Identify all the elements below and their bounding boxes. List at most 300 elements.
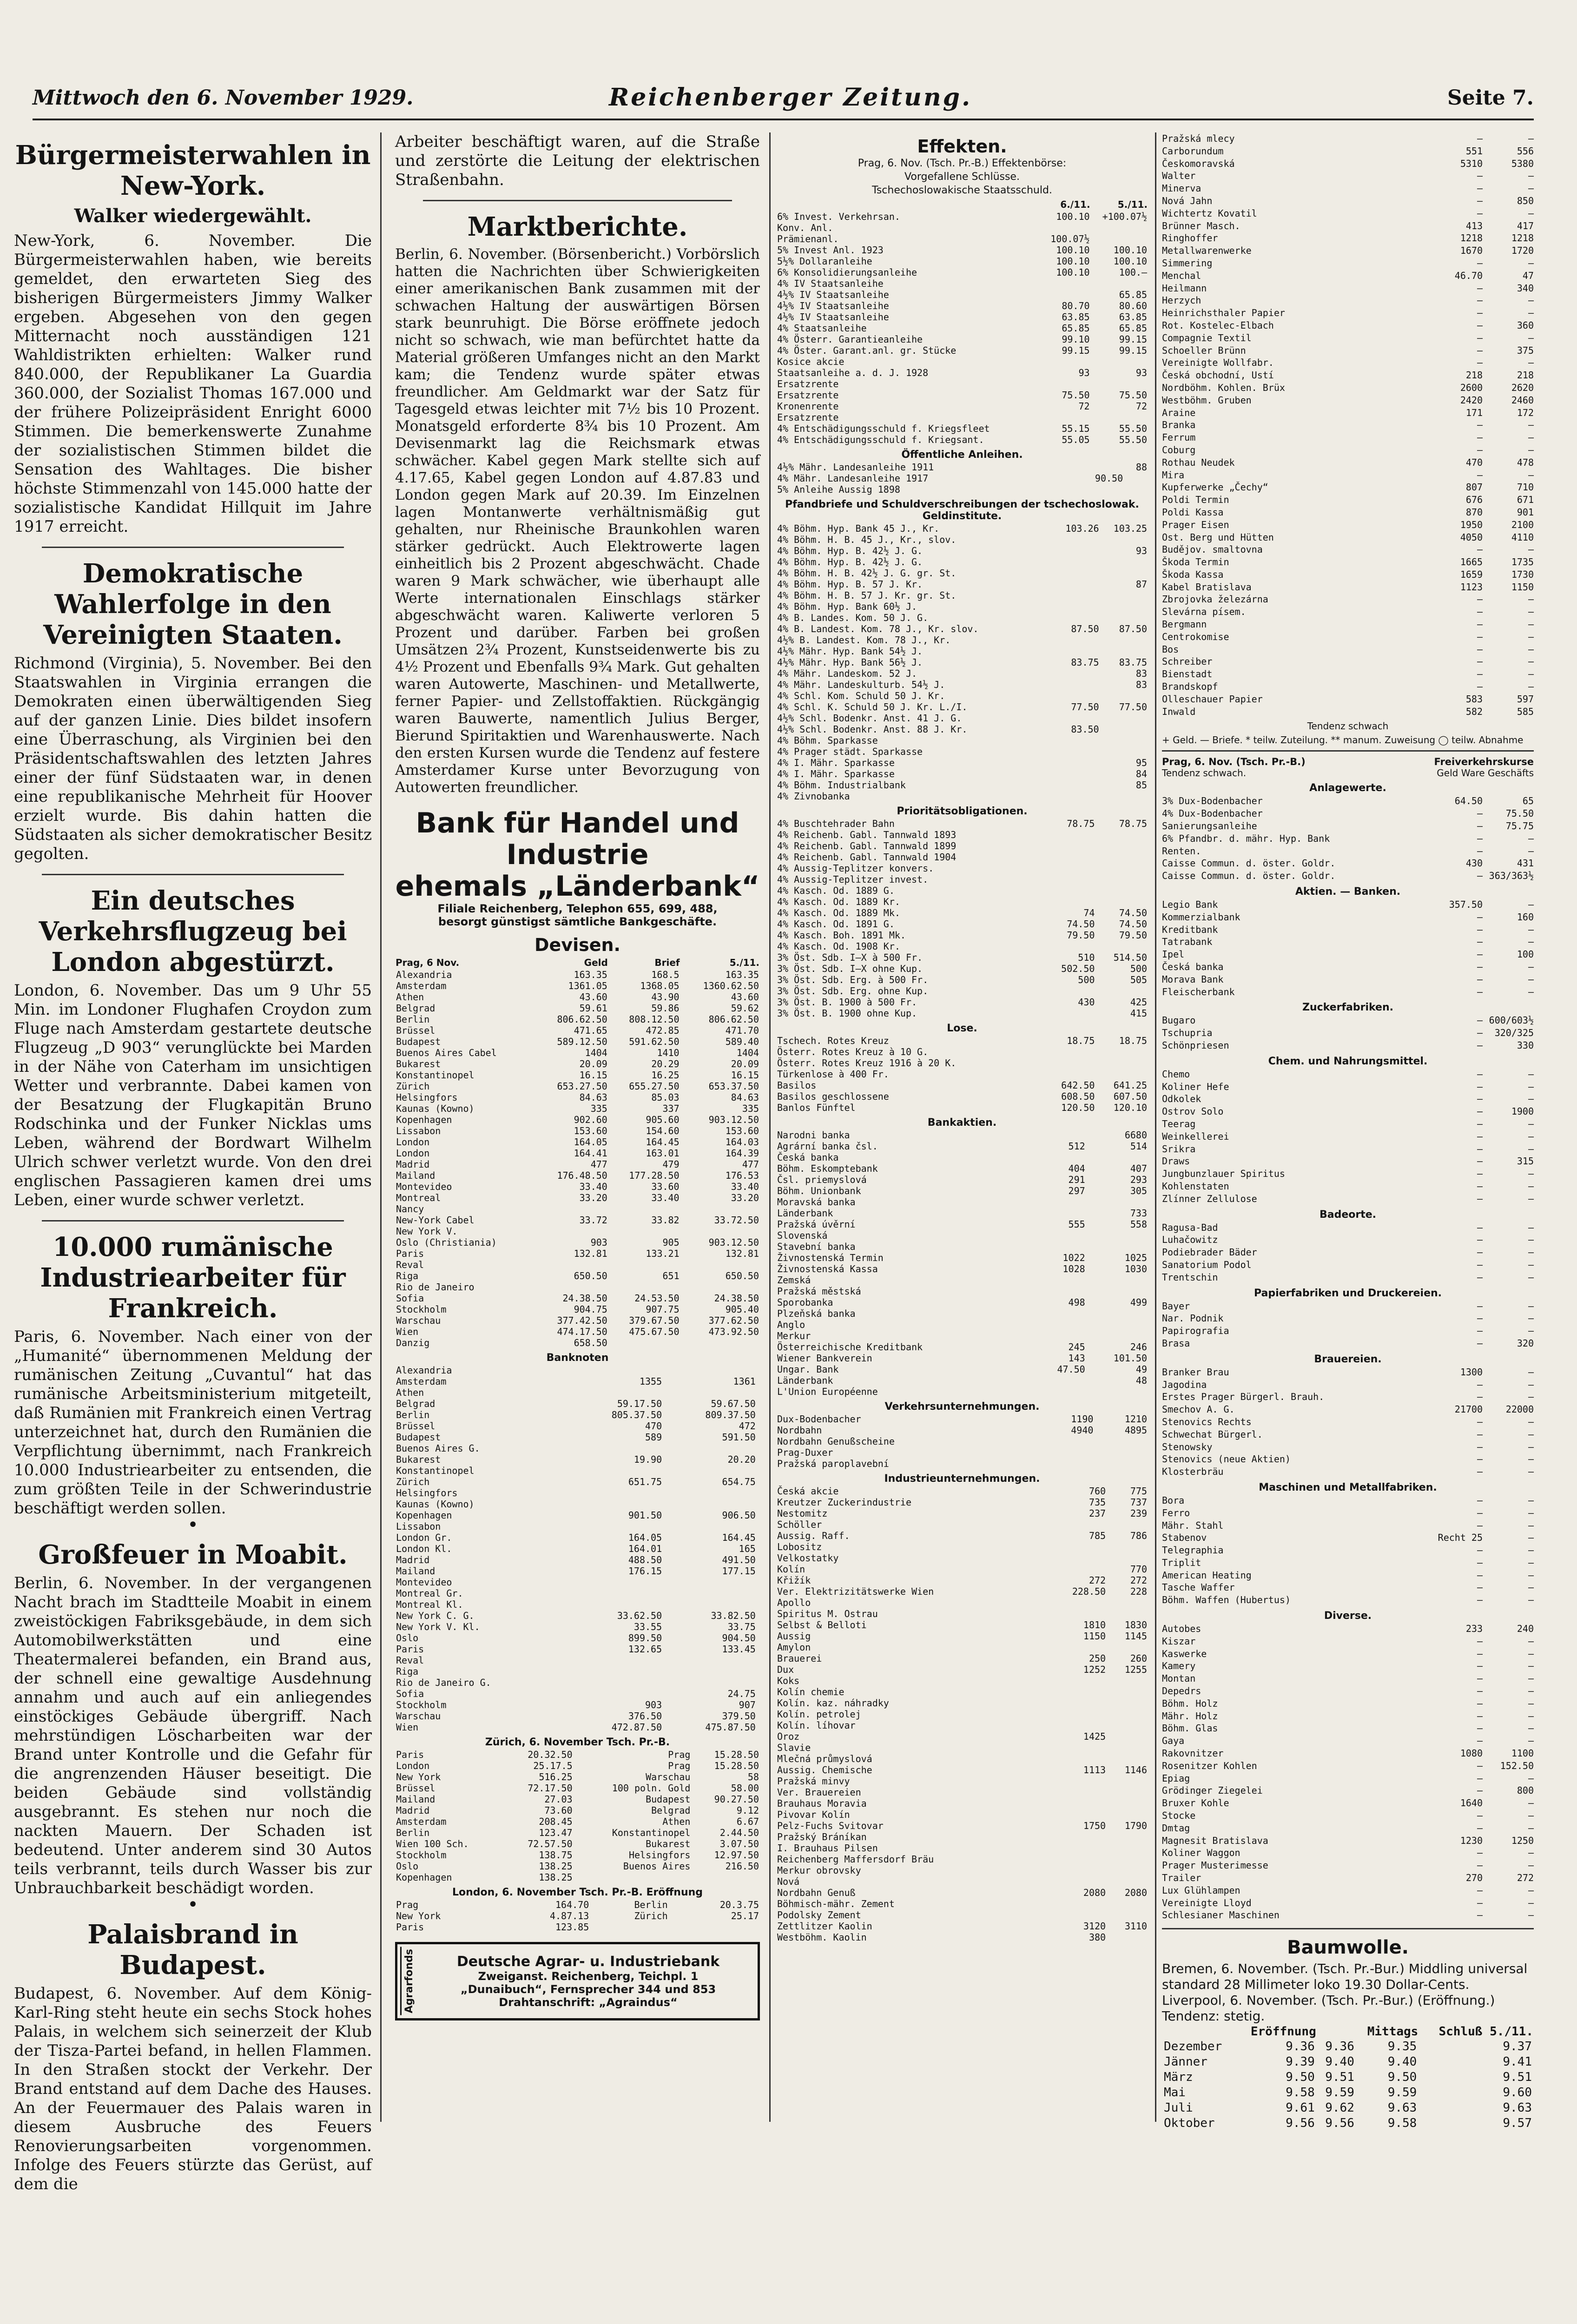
row-label: Simmering [1162,257,1213,269]
list-item [1162,382,1534,394]
quote-value [1069,484,1124,495]
quote-value [1046,1854,1107,1865]
quote-values [1429,1093,1534,1105]
quote-value [757,1644,760,1655]
list-item [1162,431,1534,444]
quote-value: 1100 [1511,1748,1534,1759]
row-label: Luhačowitz [1162,1234,1218,1246]
quote-value: 85.03 [651,1092,680,1103]
row-label: Pražský Bráníkan [777,1831,867,1842]
table-row [395,1577,760,1588]
row-label: Prager Musterimesse [1162,1860,1268,1871]
quote-value: 904.50 [722,1632,756,1644]
quote-value: 24.38.50 [714,1293,759,1304]
quote-value: — [1477,1441,1483,1452]
row-label: Nordbahn Genußscheine [777,1436,895,1447]
table-row [776,1458,1148,1469]
list-item [1162,948,1534,961]
quote-value: — [1477,1860,1483,1871]
row-label: Slevárna písem. [1162,606,1246,618]
quote-value: 380 [1089,1932,1106,1943]
row-label: 6% Pfandbr. d. mähr. Hyp. Bank [1162,832,1330,844]
row-label: Sanatorium Podol [1162,1259,1252,1270]
row-label: Nestomitz [777,1508,828,1519]
list-item [1162,369,1534,382]
list-item [1162,1494,1534,1507]
row-label: Alexandria [396,969,452,980]
quote-value: 72.57.50 [528,1838,573,1849]
quote-value [663,1577,757,1588]
quote-values [1429,506,1534,519]
quote-value: 177.28.50 [629,1170,680,1181]
quote-value [757,1588,760,1599]
row-label: Heilmann [1162,282,1207,294]
row-label: Böhm. Waffen (Hubertus) [1162,1594,1291,1606]
quote-value [569,1465,663,1476]
quote-values [1429,1193,1534,1205]
quote-value: 163.01 [646,1148,680,1159]
quote-values [1429,1660,1534,1672]
quote-value [757,1376,760,1387]
quote-value: 84.63 [579,1092,607,1103]
quote-values [1429,1822,1534,1835]
row-label: Nordböhm. Kohlen. Brüx [1162,382,1285,393]
row-label: Nar. Podnik [1162,1313,1224,1324]
quote-value [608,1203,680,1215]
table-row [776,1541,1148,1552]
row-label: Stenovics (neue Aktien) [1162,1453,1291,1465]
quote-values [1429,382,1534,394]
table-row [776,1854,1148,1865]
row-label: Jungbunzlauer Spiritus [1162,1168,1285,1180]
quote-value: 33.72.50 [714,1215,759,1226]
quote-value: 4050 [1460,531,1483,543]
row-label: Českomoravská [1162,158,1235,169]
quote-value: 75.75 [1505,820,1534,832]
list-item [1162,593,1534,606]
list-item [1162,294,1534,307]
table-row [776,267,1148,278]
quote-value: — [1477,911,1483,923]
list-item [1162,1909,1534,1921]
section-heading: Zuckerfabriken. [1302,1002,1393,1014]
quote-value [1040,378,1091,390]
quote-value: 93 [1135,545,1147,556]
quote-value: — [1477,961,1483,973]
row-label: Pražská paroplavební [777,1458,889,1469]
row-label: Jänner [1164,2055,1207,2069]
quote-value: — [1477,845,1483,857]
quote-value: 430 [1078,997,1095,1008]
quote-value: 502.50 [1061,963,1095,974]
quote-value: 101.50 [1113,1353,1147,1364]
quote-value: 472.85 [646,1025,680,1036]
table-row [776,1876,1148,1887]
row-label: 6% Konsolidierungsanleihe [777,267,917,278]
quote-value [1052,668,1100,679]
quote-value [757,1710,760,1722]
table-row [776,345,1148,356]
quote-value: 293 [1130,1174,1147,1185]
quote-value: 1735 [1511,556,1534,568]
table-header-cell: 6./11. [1060,199,1090,210]
quote-value: 785 [1089,1530,1106,1541]
row-label: Konstantinopel [396,1465,475,1476]
quote-value: — [1528,619,1534,630]
table-row [776,1631,1148,1642]
row-label: Telegraphia [1162,1545,1224,1556]
quote-value: 176.15 [628,1565,662,1577]
row-label: Kreutzer Zuckerindustrie [777,1497,911,1508]
quote-value [608,1337,680,1348]
quote-value: 1790 [1124,1820,1147,1831]
table-row [395,1203,760,1215]
quote-value: — [1477,1453,1483,1465]
table-row [776,1642,1148,1653]
quote-value: 2460 [1511,394,1534,406]
row-label: 4½% Schl. Bodenkr. Anst. 41 J. G. [777,713,962,724]
list-item [1162,170,1534,182]
row-label: Kolín chemie [777,1686,845,1697]
quote-value [1086,1230,1148,1241]
table-row [776,874,1148,885]
quote-value [1046,1608,1107,1619]
row-label: 4% Aussig-Teplitzer invest. [777,874,929,885]
cotton-bremen: Bremen, 6. November. (Tsch. Pr.-Bur.) Middling universal standard 28 Millimeter loko 19.30 Dollar-Cents. [1162,1961,1528,1993]
quote-value: 138.75 [539,1849,573,1861]
quote-value: — [1477,195,1483,206]
quote-value: 472.87.50 [611,1722,662,1733]
quote-value: — [1528,1772,1534,1784]
table-row [776,1241,1148,1252]
quote-value: 133.21 [646,1248,680,1259]
quote-value: 80.60 [1119,300,1147,311]
quote-value: 43.90 [651,991,680,1003]
quote-value: — [1528,1822,1534,1834]
table-row [776,334,1148,345]
quote-value: — [1477,1068,1483,1080]
quote-value: 809.37.50 [705,1409,756,1420]
table-row [776,1932,1148,1943]
quote-value: 488.50 [628,1554,662,1565]
share-list [1162,898,1534,998]
quote-value: — [1477,1847,1483,1859]
row-label: Riga [396,1666,419,1677]
row-label: Sporobanka [777,1297,833,1308]
row-label: Berlin [396,1827,430,1838]
quote-value [1094,1447,1148,1458]
quote-value: — [1528,1884,1534,1896]
table-row [395,1003,760,1014]
table-row [776,1008,1148,1019]
quote-values [1429,1366,1534,1379]
quote-value: 363/363½ [1489,870,1534,882]
table-row [776,211,1148,222]
quote-value: — [1528,924,1534,935]
quote-value [1034,1319,1086,1330]
quote-value [757,1487,760,1499]
quote-value: 79.50 [1067,930,1095,941]
quote-value: — [1477,1093,1483,1105]
quote-value [1107,1731,1148,1742]
table-row [776,1686,1148,1697]
quote-value: 905.40 [725,1304,759,1315]
table-header-cell: Brief [654,957,680,968]
quote-value: 1150 [1083,1631,1106,1642]
quote-value: 425 [1130,997,1147,1008]
quote-value: — [1528,1466,1534,1478]
table-row [776,1286,1148,1297]
table-row [776,1364,1148,1375]
table-row [776,1664,1148,1675]
row-label: 4% Kasch. Od. 1889 G. [777,885,895,896]
column-rule [380,132,382,2122]
quote-value [1052,568,1100,579]
list-item [1162,195,1534,207]
table-row [395,1749,760,1760]
row-label: Epiag [1162,1772,1190,1784]
quote-values [1429,593,1534,606]
quote-value: 3120 [1083,1921,1106,1932]
quote-value: 132.81 [574,1248,607,1259]
list-item [1162,1697,1534,1710]
table-row [776,1353,1148,1364]
table-row [776,1274,1148,1286]
quote-value: — [1528,1391,1534,1403]
row-label: Odkolek [1162,1093,1201,1105]
quote-value: — [1528,845,1534,857]
quote-values [1429,631,1534,643]
quote-value [757,1454,760,1465]
quote-value: — [1477,1106,1483,1117]
article-subtitle: Walker wiedergewählt. [74,205,312,227]
quote-values [1429,1403,1534,1416]
row-label: 4% Schl. K. Schuld 50 J. Kr. L./I. [777,701,968,713]
quote-value [1052,768,1100,779]
quote-value: 9.61 [1286,2101,1315,2115]
row-label: Kolín [777,1564,805,1575]
quote-value: 9.63 [1387,2101,1417,2115]
quote-values [1429,481,1534,494]
row-label: 4% Böhm. H. B. 57 J. Kr. gr. St. [777,590,957,601]
quote-value [1034,1129,1086,1141]
row-label: Bienstadt [1162,668,1213,680]
row-label: Belgrad [396,1398,435,1409]
row-label: New York V. [396,1226,458,1237]
quote-value: 1810 [1083,1619,1106,1631]
row-label: Paris [396,1921,424,1933]
quote-value [1043,1057,1096,1069]
column-securities [776,132,1148,1943]
row-label: Gaya [1162,1735,1185,1747]
quote-value: 20.09 [731,1058,759,1070]
quote-value: Konstantinopel [612,1827,691,1838]
list-item [1162,832,1534,845]
row-label: 4% Mähr. Landeskom. 52 J. [777,668,917,679]
row-label: Sofia [396,1293,424,1304]
quote-value: — [1477,332,1483,343]
quote-value: 9.59 [1325,2086,1354,2100]
quote-value [757,1688,760,1699]
quote-values [1429,618,1534,631]
list-item [1162,631,1534,643]
table-row [776,590,1148,601]
quote-values [1429,145,1534,158]
quote-value: 413 [1465,220,1483,231]
quote-value: — [1528,183,1534,194]
table-row [395,1070,760,1081]
share-list [1162,795,1534,882]
quote-values [1429,1672,1534,1685]
table-row [776,1575,1148,1586]
quote-value [1091,378,1148,390]
quote-value: 138.25 [539,1861,573,1872]
table-row [395,1170,760,1181]
quote-value [1034,1308,1086,1319]
quote-value: 417 [1517,220,1534,231]
table-row [776,930,1148,941]
bank-advertisement [395,805,760,930]
row-label: Reval [396,1259,424,1270]
quote-values [1429,1391,1534,1403]
quote-value: 470 [1465,456,1483,468]
quote-value: 475.87.50 [705,1722,756,1733]
row-label: Böhm. Eskomptebank [777,1163,878,1174]
list-item [1162,1325,1534,1337]
row-label: Paris [396,1248,424,1259]
quote-value: — [1477,1015,1483,1026]
quote-value [1107,1798,1148,1809]
quote-values [1429,948,1534,961]
row-label: Kronenrente [777,401,839,412]
quote-value: 272 [1130,1575,1147,1586]
table-row [395,1409,760,1420]
table-row [395,1215,760,1226]
row-label: Trailer [1162,1872,1201,1884]
quote-value: — [1477,133,1483,144]
quote-value [1046,1697,1107,1709]
row-label: Athen [396,991,424,1003]
row-label: New-York Cabel [396,1215,475,1226]
quote-value: 4940 [1071,1425,1094,1436]
row-label: Schönpriesen [1162,1040,1229,1051]
row-label: Schreiber [1162,656,1213,667]
row-label: Amsterdam [396,1816,447,1827]
quote-value [569,1655,663,1666]
quote-value: 510 [1078,952,1095,963]
quote-value: — [1528,1897,1534,1908]
row-label: Oroz [777,1731,800,1742]
row-label: Kohlenstaten [1162,1180,1229,1192]
quote-value [1052,757,1100,768]
quote-value: — [1477,344,1483,356]
quote-value: 87.50 [1071,623,1099,634]
table-row [395,1047,760,1058]
quote-values [1429,961,1534,973]
quote-value: — [1477,1180,1483,1192]
quote-value [1046,1675,1107,1686]
quote-values [1429,1760,1534,1772]
quote-value: 9.58 [1387,2116,1417,2131]
row-label: Stenowsky [1162,1441,1213,1452]
quote-value [1095,852,1148,863]
quote-value [757,1554,760,1565]
quote-value: 87.50 [1119,623,1147,634]
row-label: Montan [1162,1673,1196,1684]
quote-values [1429,257,1534,270]
quote-values [1429,1428,1534,1441]
quote-value [1052,679,1100,690]
quote-value: — [1477,631,1483,642]
quote-value: 103.26 [1065,523,1099,534]
quote-value: — [1477,1143,1483,1155]
quote-value: 75.50 [1119,390,1147,401]
quote-value: 83.75 [1071,657,1099,668]
table-header-row [776,198,1148,211]
quote-value: — [1528,1673,1534,1684]
quote-value [1107,1597,1148,1608]
row-label: Česká banka [777,1152,839,1163]
row-label: Madrid [396,1554,430,1565]
quote-value: 164.05 [574,1136,607,1148]
quote-value: 555 [1068,1219,1085,1230]
quote-value: 164.05 [628,1532,662,1543]
quote-value: 1665 [1460,556,1483,568]
quote-value [569,1577,663,1588]
list-item [1162,706,1534,718]
row-label: Schwechat Bürgerl. [1162,1428,1263,1440]
quote-value: — [1528,357,1534,369]
table-row [776,1742,1148,1753]
row-label: Amsterdam [396,1376,447,1387]
row-label: Grödinger Ziegelei [1162,1785,1263,1796]
quote-value: 49 [1135,1364,1147,1375]
list-item [1162,1685,1534,1697]
table-row [776,1798,1148,1809]
quote-value: 33.20 [579,1192,607,1203]
quote-value: 676 [1465,494,1483,506]
list-item [1162,857,1534,870]
list-item [1162,1772,1534,1785]
list-item [1162,244,1534,257]
table-row [1162,2054,1534,2070]
quote-value: 2080 [1124,1887,1147,1898]
quote-value [1107,1608,1148,1619]
row-label: Schlesianer Maschinen [1162,1909,1280,1921]
quote-value [1107,1552,1148,1564]
row-label: Helsingfors [396,1487,458,1499]
quote-values [1429,407,1534,419]
table-row [776,556,1148,568]
quote-value: 90.27.50 [714,1794,759,1805]
row-label: Škoda Kassa [1162,568,1224,580]
row-label: Böhm. Holz [1162,1697,1218,1709]
banknoten-table [395,1365,760,1733]
quote-value: 2620 [1511,382,1534,393]
list-item [1162,961,1534,973]
quote-value [757,1621,760,1632]
quote-value: 1640 [1460,1797,1483,1809]
row-label: Kopenhagen [396,1510,452,1521]
quote-value: 18.75 [1067,1035,1095,1046]
quote-value [663,1588,757,1599]
quote-value: 65.85 [1062,323,1090,334]
row-label: Montreal Gr. [396,1588,463,1599]
table-row [1162,2100,1534,2116]
row-label: Fleischerbank [1162,986,1235,997]
table-row [776,534,1148,545]
quote-value: — [1477,986,1483,997]
